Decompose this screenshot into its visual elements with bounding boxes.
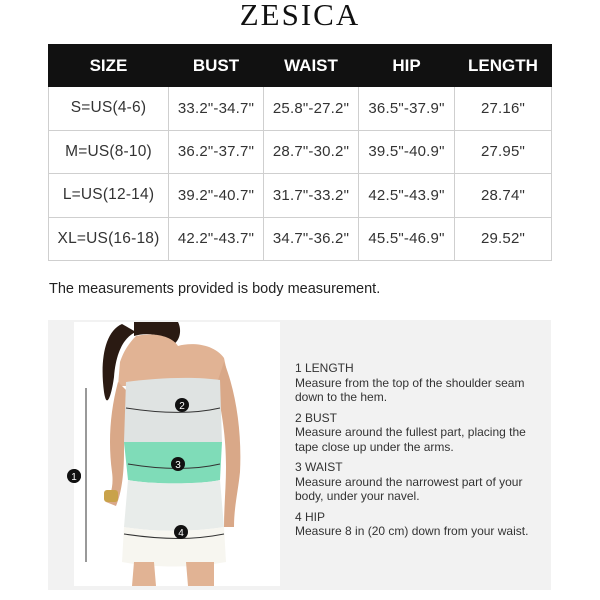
- instruction-body: Measure from the top of the shoulder seam down to the hem.: [295, 375, 525, 404]
- instruction-length: [295, 361, 550, 405]
- hip-cell: 42.5"-43.9": [359, 174, 455, 218]
- header-size: SIZE: [49, 45, 169, 87]
- length-badge: [66, 468, 82, 484]
- header-waist: WAIST: [264, 45, 359, 87]
- waist-cell: 34.7"-36.2": [264, 217, 359, 261]
- table-row: [49, 217, 552, 261]
- length-cell: 27.16": [455, 87, 552, 131]
- instruction-title: 2 BUST: [295, 410, 338, 425]
- marker-label-4: 4: [178, 528, 184, 539]
- hip-cell: 45.5"-46.9": [359, 217, 455, 261]
- model-illustration: [74, 322, 280, 586]
- instruction-title: 1 LENGTH: [295, 361, 354, 375]
- table-row: [49, 130, 552, 174]
- instruction-waist: [295, 460, 550, 504]
- instruction-body: Measure 8 in (20 cm) down from your waist.: [295, 524, 529, 538]
- table-row: [49, 87, 552, 131]
- hip-cell: 36.5"-37.9": [359, 87, 455, 131]
- marker-label-2: 2: [179, 401, 185, 412]
- length-cell: 29.52": [455, 217, 552, 261]
- bust-cell: 33.2"-34.7": [169, 87, 264, 131]
- instruction-body: Measure around the fullest part, placing the tape close up under the arms.: [295, 425, 526, 454]
- measurement-note: The measurements provided is body measurement.: [49, 281, 381, 297]
- size-cell: M=US(8-10): [49, 130, 169, 174]
- marker-label-3: 3: [175, 460, 181, 471]
- dress-light-band: [124, 480, 224, 531]
- instruction-title: 4 HIP: [295, 509, 326, 524]
- instruction-body: Measure around the narrowest part of your body, under your navel.: [295, 474, 523, 503]
- bust-cell: 36.2"-37.7": [169, 130, 264, 174]
- brand-logo: ZESICA: [239, 0, 361, 32]
- bust-cell: 42.2"-43.7": [169, 217, 264, 261]
- table-header-row: [49, 45, 552, 87]
- header-hip: HIP: [359, 45, 455, 87]
- size-cell: S=US(4-6): [49, 87, 169, 131]
- size-chart-table: [48, 44, 552, 261]
- bust-cell: 39.2"-40.7": [169, 174, 264, 218]
- left-leg-shape: [132, 562, 156, 586]
- size-cell: XL=US(16-18): [49, 217, 169, 261]
- table-row: [49, 174, 552, 218]
- instruction-bust: [295, 411, 550, 455]
- length-cell: 28.74": [455, 174, 552, 218]
- waist-cell: 25.8"-27.2": [264, 87, 359, 131]
- marker-label-1-outer: 1: [71, 472, 77, 483]
- length-cell: 27.95": [455, 130, 552, 174]
- measurement-instructions: [295, 361, 550, 545]
- size-cell: L=US(12-14): [49, 174, 169, 218]
- dress-hem-band: [122, 527, 226, 567]
- instruction-title: 3 WAIST: [295, 460, 343, 474]
- header-length: LENGTH: [455, 45, 552, 87]
- model-figure: [74, 322, 280, 586]
- waist-cell: 31.7"-33.2": [264, 174, 359, 218]
- right-leg-shape: [186, 562, 214, 586]
- waist-cell: 28.7"-30.2": [264, 130, 359, 174]
- instruction-hip: [295, 510, 550, 539]
- bracelet-icon: [104, 490, 118, 502]
- header-bust: BUST: [169, 45, 264, 87]
- hip-cell: 39.5"-40.9": [359, 130, 455, 174]
